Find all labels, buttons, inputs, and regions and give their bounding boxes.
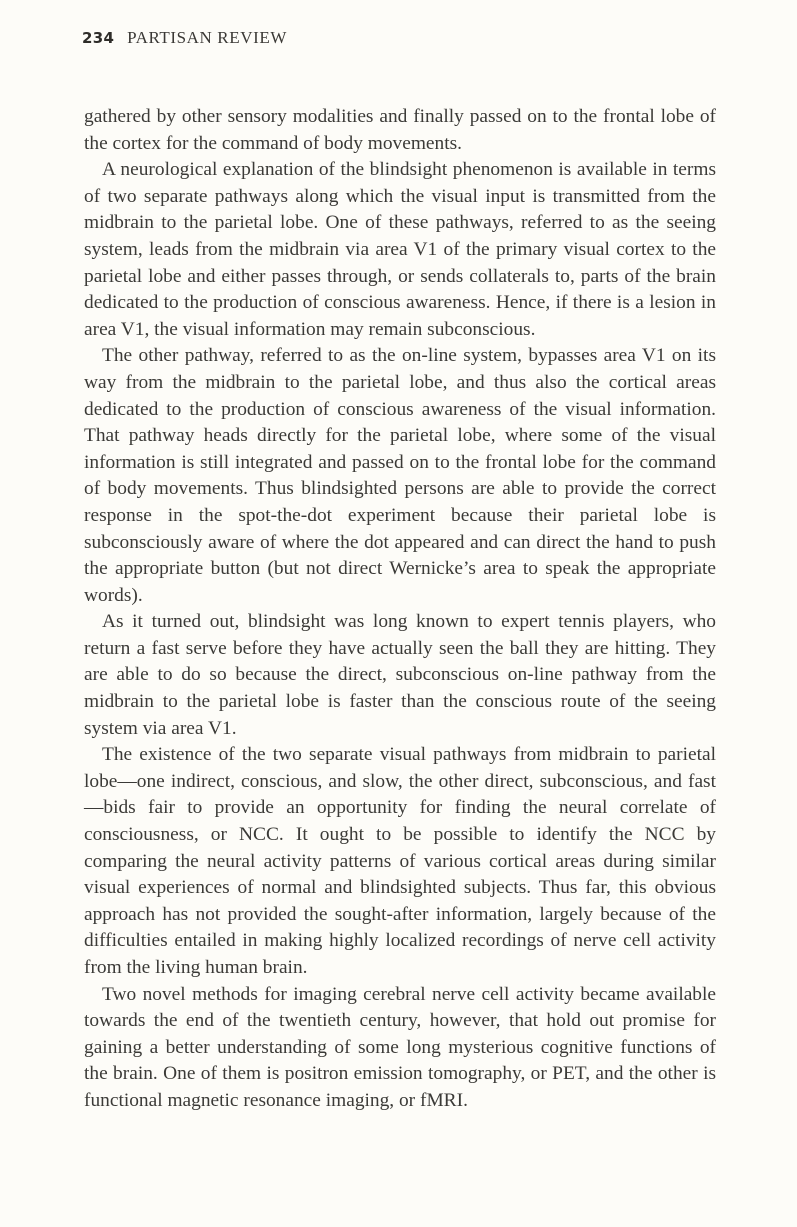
paragraph: gathered by other sensory modalities and finally passed on to the frontal lobe of the cortex for the command of body movements. xyxy=(84,106,716,154)
page-number: 234 xyxy=(82,29,115,47)
paragraph: The other pathway, referred to as the on-line system, bypasses area V1 on its way from the midbrain to the parietal lobe, and thus also the cortical areas dedicated to the production of conscious awareness of the visual information. That pathway heads directly for the parietal lobe, where some of the visual information is still integrated and passed on to the frontal lobe for the command of body movements. Thus blindsighted persons are able to provide the correct response in the spot-the-dot experiment because their parietal lobe is subconsciously aware of where the dot appeared and can direct the hand to push the appropriate button (but not direct Wernicke’s area to speak the appropriate words). xyxy=(84,345,716,606)
paragraph: As it turned out, blindsight was long known to expert tennis players, who return a fast serve before they have actually seen the ball they are hitting. They are able to do so because the direct, subconscious on-line pathway from the midbrain to the parietal lobe is faster than the conscious route of the seeing system via area V1. xyxy=(84,611,716,739)
paragraph: Two novel methods for imaging cerebral nerve cell activity became available towards the end of the twentieth century, however, that hold out promise for gaining a better understanding of some long mysterious cognitive functions of the brain. One of them is positron emission tomography, or PET, and the other is functional magnetic resonance imaging, or fMRI. xyxy=(84,983,716,1111)
running-head xyxy=(82,28,287,48)
running-title: PARTISAN REVIEW xyxy=(127,28,287,47)
paragraph: A neurological explanation of the blindsight phenomenon is available in terms of two separate pathways along which the visual input is transmitted from the midbrain to the parietal lobe. One of these pathways, referred to as the seeing system, leads from the midbrain via area V1 of the primary visual cortex to the parietal lobe and either passes through, or sends collaterals to, parts of the brain dedicated to the production of conscious awareness. Hence, if there is a lesion in area V1, the visual information may remain subconscious. xyxy=(84,159,716,340)
paragraph: The existence of the two separate visual pathways from midbrain to parietal lobe—one indirect, conscious, and slow, the other direct, subconscious, and fast—bids fair to provide an opportunity for finding the neural correlate of consciousness, or NCC. It ought to be possible to identify the NCC by comparing the neural activity patterns of various cortical areas during similar visual experiences of normal and blindsighted subjects. Thus far, this obvious approach has not provided the sought-after information, largely because of the difficulties entailed in making highly localized recordings of nerve cell activity from the living human brain. xyxy=(84,744,716,978)
article-body xyxy=(84,104,716,1115)
